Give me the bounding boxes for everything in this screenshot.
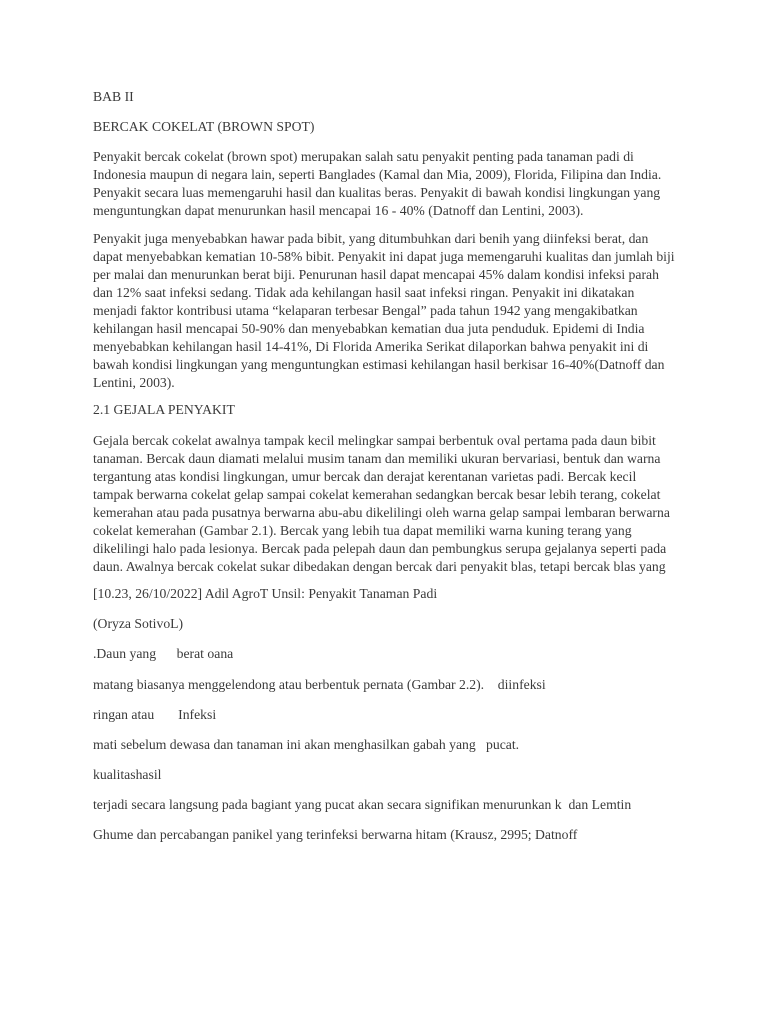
chat-line-fragment-3: ringan atau Infeksi (93, 706, 217, 722)
chat-line-fragment-2: matang biasanya menggelendong atau berbentuk pernata (Gambar 2.2). diinfeksi (93, 676, 546, 692)
paragraph-losses: Penyakit juga menyebabkan hawar pada bibit, yang ditumbuhkan dari benih yang diinfeksi berat, dan dapat menyebabkan kematian 10-58% bibit. Penyakit ini dapat juga memengaruhi kualitas dan jumlah biji per malai dan menurunkan berat biji. Penurunan hasil dapat mencapai 45% dalam kondisi infeksi parah dan 12% saat infeksi sedang. Tidak ada kehilangan hasil saat infeksi ringan. Penyakit ini dikatakan menjadi faktor kontribusi utama “kelaparan terbesar Bengal” pada tahun 1942 yang mengakibatkan kehilangan hasil mencapai 50-90% dan menyebabkan kematian dua juta penduduk. Epidemi di India menyebabkan kehilangan hasil 14-41%, Di Florida Amerika Serikat dilaporkan bahwa penyakit ini di bawah kondisi lingkungan yang menguntungkan estimasi kehilangan hasil berkisar 16-40%(Datnoff dan Lentini, 2003). (93, 230, 678, 391)
paragraph-symptoms: Gejala bercak cokelat awalnya tampak kecil melingkar sampai berbentuk oval pertama pada daun bibit tanaman. Bercak daun diamati melalui musim tanam dan memiliki ukuran bervariasi, bentuk dan warna tergantung atas kondisi lingkungan, umur bercak dan derajat kerentanan varietas padi. Bercak kecil tampak berwarna cokelat gelap sampai cokelat kemerahan sedangkan bercak besar lebih terang, cokelat kemerahan atau pada pusatnya berwarna abu-abu dikelilingi oleh warna gelap sampai lembaran berwarna cokelat kemerahan (Gambar 2.1). Bercak yang lebih tua dapat memiliki warna kuning terang yang dikelilingi halo pada lesionya. Bercak pada pelepah daun dan pembungkus serupa gejalanya seperti pada daun. Awalnya bercak cokelat sukar dibedakan dengan bercak dari penyakit blas, tetapi bercak blas yang (93, 432, 674, 575)
paragraph-intro: Penyakit bercak cokelat (brown spot) merupakan salah satu penyakit penting pada tanaman padi di Indonesia maupun di negara lain, seperti Banglades (Kamal dan Mia, 2009), Florida, Filipina dan India. Penyakit secara luas memengaruhi hasil dan kualitas beras. Penyakit di bawah kondisi lingkungan yang menguntungkan dapat menurunkan hasil mencapai 16 - 40% (Datnoff dan Lentini, 2003). (93, 149, 665, 219)
chat-line-fragment-7: Ghume dan percabangan panikel yang terinfeksi berwarna hitam (Krausz, 2995; Datnoff (93, 827, 578, 842)
chat-line-header: [10.23, 26/10/2022] Adil AgroT Unsil: Penyakit Tanaman Padi (93, 586, 438, 602)
section-heading: 2.1 GEJALA PENYAKIT (93, 402, 235, 418)
chat-line-fragment-6: terjadi secara langsung pada bagiant yang pucat akan secara signifikan menurunkan k dan Lemtin (93, 796, 632, 812)
chat-line-species: (Oryza SotivoL) (93, 616, 184, 632)
chat-line-fragment-5: kualitashasil (93, 766, 162, 782)
chat-line-fragment-1: .Daun yang berat oana (93, 646, 234, 662)
chapter-title: BERCAK COKELAT (BROWN SPOT) (93, 119, 315, 135)
chat-line-fragment-4: mati sebelum dewasa dan tanaman ini akan menghasilkan gabah yang pucat. (93, 736, 520, 752)
chapter-heading: BAB II (93, 89, 134, 104)
